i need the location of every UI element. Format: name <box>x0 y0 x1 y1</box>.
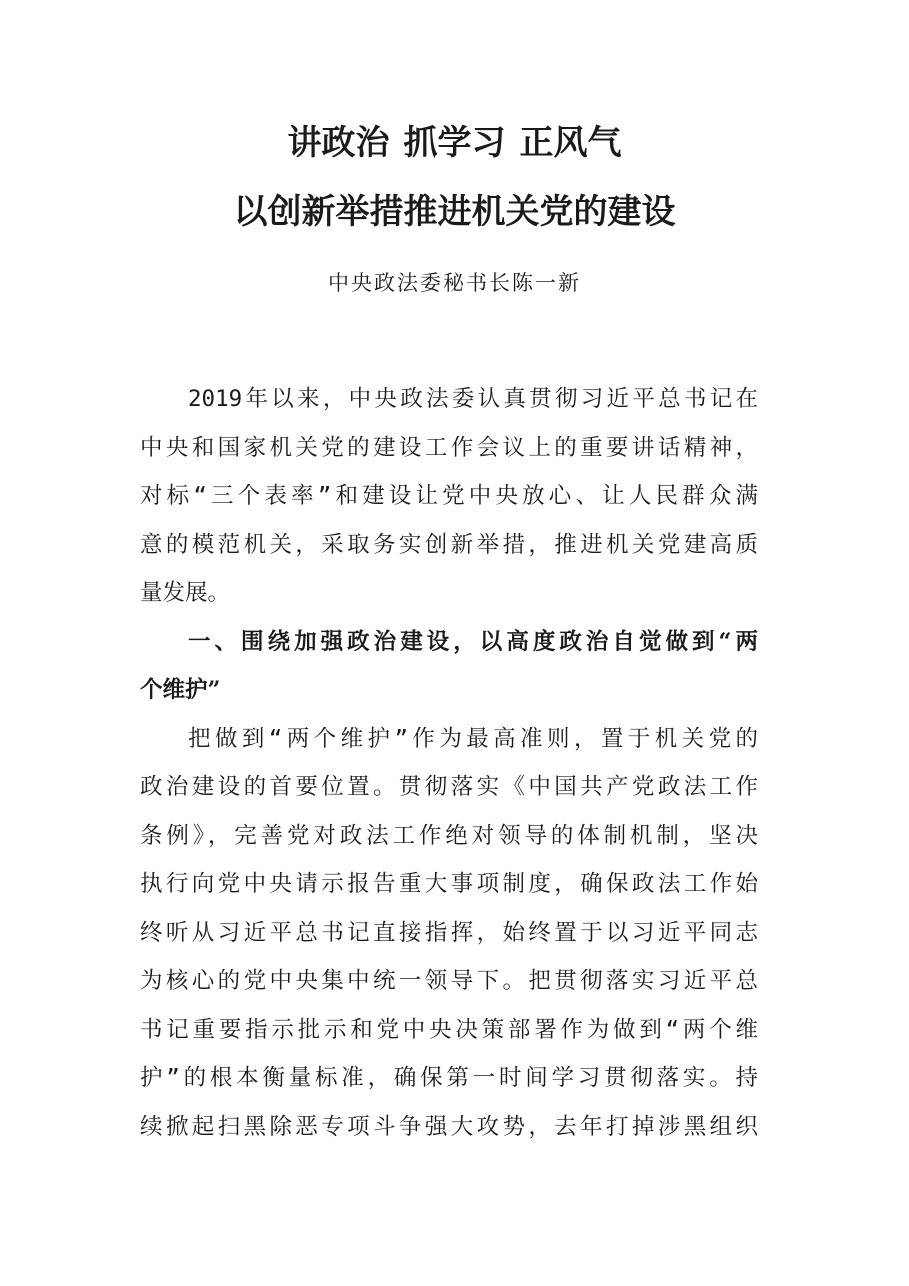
document-body <box>140 375 758 1151</box>
text-line: 意的模范机关，采取务实创新举措，推进机关党建高质 <box>140 531 758 558</box>
text-line: 量发展。 <box>140 580 231 606</box>
text-line: 续掀起扫黑除恶专项斗争强大攻势，去年打掉涉黑组织 <box>140 1113 758 1140</box>
text-line: 书记重要指示批示和党中央决策部署作为做到“两个维 <box>140 1016 758 1043</box>
text-line: 政治建设的首要位置。贯彻落实《中国共产党政法工作 <box>140 774 758 800</box>
text-line: 为核心的党中央集中统一领导下。把贯彻落实习近平总 <box>140 968 758 994</box>
paragraph-section-1 <box>140 715 758 1152</box>
title-phrase-1: 讲政治 <box>287 123 390 163</box>
text-line: 对标“三个表率”和建设让党中央放心、让人民群众满 <box>140 483 758 509</box>
text-line: 把做到“两个维护”作为最高准则，置于机关党的 <box>188 725 758 752</box>
paragraph-intro <box>140 375 758 618</box>
text-line: 执行向党中央请示报告重大事项制度，确保政法工作始 <box>140 871 758 897</box>
heading-line: 个维护” <box>140 677 221 703</box>
text-line: 条例》，完善党对政法工作绝对领导的体制机制，坚决 <box>140 822 758 849</box>
section-heading-1 <box>140 618 758 715</box>
text-line: 2019年以来，中央政法委认真贯彻习近平总书记在 <box>188 386 758 412</box>
title-phrase-3: 正风气 <box>519 123 622 163</box>
document-title-line-2: 以创新举措推进机关党的建设 <box>233 192 676 232</box>
heading-line: 一、围绕加强政治建设，以高度政治自觉做到“两 <box>188 628 758 655</box>
text-line: 终听从习近平总书记直接指挥，始终置于以习近平同志 <box>140 919 758 946</box>
text-line: 中央和国家机关党的建设工作会议上的重要讲话精神， <box>140 434 758 461</box>
text-line: 护”的根本衡量标准，确保第一时间学习贯彻落实。持 <box>140 1065 758 1091</box>
document-author: 中央政法委秘书长陈一新 <box>328 271 581 295</box>
document-title-line-1 <box>0 121 909 165</box>
title-phrase-2: 抓学习 <box>403 123 506 163</box>
